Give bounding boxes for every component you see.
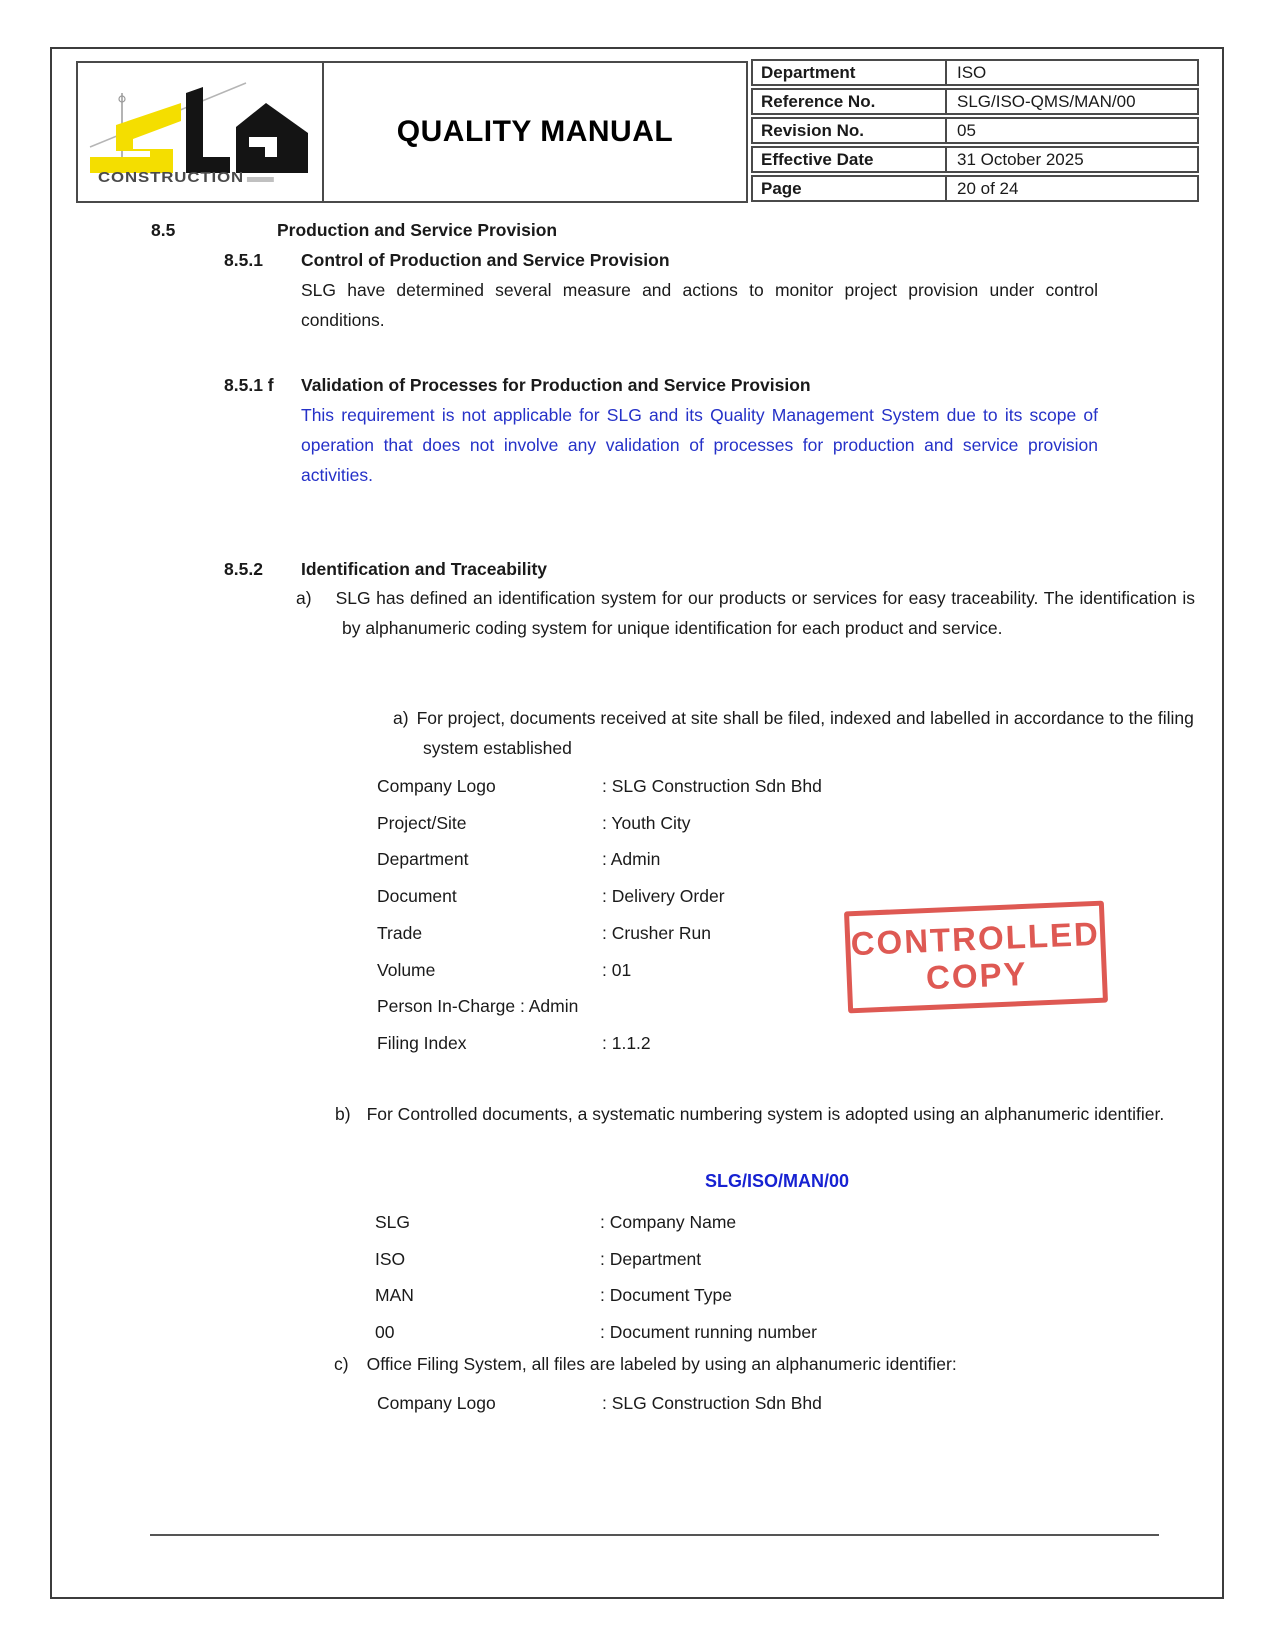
list-item-c xyxy=(334,1349,1222,1379)
kv-label: Project/Site xyxy=(377,812,467,833)
code-list xyxy=(375,1204,817,1351)
list-item xyxy=(377,988,822,1025)
list-item xyxy=(377,1025,822,1062)
kv-value: : Document Type xyxy=(600,1285,732,1306)
list-item xyxy=(377,1385,822,1422)
kv-value: : Company Name xyxy=(600,1212,737,1232)
info-value: SLG/ISO-QMS/MAN/00 xyxy=(957,91,1136,111)
section-heading-8-5-1 xyxy=(224,245,670,275)
kv-value: : SLG Construction Sdn Bhd xyxy=(602,1393,822,1413)
footer-rule xyxy=(150,1534,1159,1536)
header xyxy=(76,61,748,203)
section-heading-8-5 xyxy=(151,215,557,245)
document-info-table xyxy=(751,59,1199,204)
paragraph-8-5-1f: This requirement is not applicable for SLG and its Quality Management System due to its scope of operation that does not involve any validation of processes for production and service provision activities. xyxy=(301,405,1098,485)
kv-label: Filing Index xyxy=(377,1032,467,1053)
list-marker: c) xyxy=(334,1354,349,1374)
list-item-text: SLG has defined an identification system for our products or services for easy traceability. The identification is by alphanumeric coding system for unique identification for each product and service. xyxy=(335,588,1195,638)
table-row xyxy=(751,88,1199,115)
office-filing-list xyxy=(377,1385,822,1422)
kv-label: 00 xyxy=(375,1322,395,1343)
section-heading-8-5-1f xyxy=(224,370,811,400)
list-item-text: Office Filing System, all files are labeled by using an alphanumeric identifier: xyxy=(366,1354,957,1374)
kv-label: Volume xyxy=(377,959,436,980)
paragraph-8-5-1: SLG have determined several measure and actions to monitor project provision under control conditions. xyxy=(301,280,1098,330)
info-label: Department xyxy=(753,61,947,84)
table-row xyxy=(751,175,1199,202)
list-item xyxy=(377,768,822,805)
logo-wordmark xyxy=(98,169,274,186)
kv-label: Person In-Charge : Admin xyxy=(377,996,579,1017)
list-marker: a) xyxy=(296,588,312,608)
list-item xyxy=(375,1314,817,1351)
filing-index-list xyxy=(377,768,822,1062)
logo-word-text: CONSTRUCTION xyxy=(98,169,245,186)
info-value: ISO xyxy=(957,62,987,82)
list-item-a-inner xyxy=(393,703,1229,763)
section-number: 8.5 xyxy=(151,220,176,240)
title-cell xyxy=(324,63,746,201)
document-page xyxy=(50,47,1224,1599)
list-item xyxy=(375,1204,817,1241)
list-item-b xyxy=(335,1099,1223,1129)
reference-code: SLG/ISO/MAN/00 xyxy=(704,1171,850,1191)
info-value: 05 xyxy=(957,120,976,140)
kv-value: : SLG Construction Sdn Bhd xyxy=(602,776,822,796)
list-item xyxy=(375,1241,817,1278)
logo-regno xyxy=(247,177,274,182)
kv-label: MAN xyxy=(375,1285,414,1306)
section-title: Production and Service Provision xyxy=(277,220,558,240)
list-item-text: For project, documents received at site shall be filed, indexed and labelled in accordance to the filing system established xyxy=(416,708,1194,758)
kv-value: : Document running number xyxy=(600,1322,817,1343)
page-title: QUALITY MANUAL xyxy=(396,115,674,148)
section-number: 8.5.1 xyxy=(224,250,263,270)
table-row xyxy=(751,117,1199,144)
info-value: 31 October 2025 xyxy=(957,149,1084,169)
kv-label: Department xyxy=(377,849,469,870)
list-item xyxy=(377,952,822,989)
info-label: Page xyxy=(753,177,947,200)
kv-label: SLG xyxy=(375,1212,411,1232)
section-title: Validation of Processes for Production and Service Provision xyxy=(301,375,811,395)
kv-value: : Department xyxy=(600,1248,702,1269)
section-heading-8-5-2 xyxy=(224,554,547,584)
kv-label: Trade xyxy=(377,922,423,943)
list-item xyxy=(377,878,822,915)
info-label: Effective Date xyxy=(753,148,947,171)
kv-label: Document xyxy=(377,886,457,907)
kv-label: Company Logo xyxy=(377,1393,496,1413)
list-item-text: For Controlled documents, a systematic numbering system is adopted using an alphanumeric identifier. xyxy=(366,1104,1165,1124)
kv-value: : Crusher Run xyxy=(602,922,711,943)
company-logo xyxy=(78,63,324,201)
info-label: Revision No. xyxy=(753,119,947,142)
list-item xyxy=(377,915,822,952)
list-item xyxy=(377,805,822,842)
kv-value: : Admin xyxy=(602,849,661,870)
section-title: Identification and Traceability xyxy=(301,559,548,579)
table-row xyxy=(751,59,1199,86)
section-number: 8.5.2 xyxy=(224,559,263,579)
info-label: Reference No. xyxy=(753,90,947,113)
list-item-a xyxy=(296,583,1195,643)
info-value: 20 of 24 xyxy=(957,178,1019,198)
kv-value: : 01 xyxy=(602,959,632,980)
kv-value: : Delivery Order xyxy=(602,886,725,907)
section-number: 8.5.1 f xyxy=(224,375,274,395)
kv-label: ISO xyxy=(375,1248,406,1269)
stamp-line-1: CONTROLLED xyxy=(849,914,1101,963)
stamp-line-2: COPY xyxy=(925,954,1029,997)
list-item xyxy=(377,841,822,878)
section-title: Control of Production and Service Provision xyxy=(301,250,670,270)
controlled-copy-stamp xyxy=(844,901,1108,1014)
table-row xyxy=(751,146,1199,173)
kv-value: : Youth City xyxy=(602,812,691,833)
list-marker: a) xyxy=(393,708,409,728)
kv-label: Company Logo xyxy=(377,776,496,796)
list-marker: b) xyxy=(335,1104,351,1124)
list-item xyxy=(375,1277,817,1314)
kv-value: : 1.1.2 xyxy=(602,1032,651,1053)
